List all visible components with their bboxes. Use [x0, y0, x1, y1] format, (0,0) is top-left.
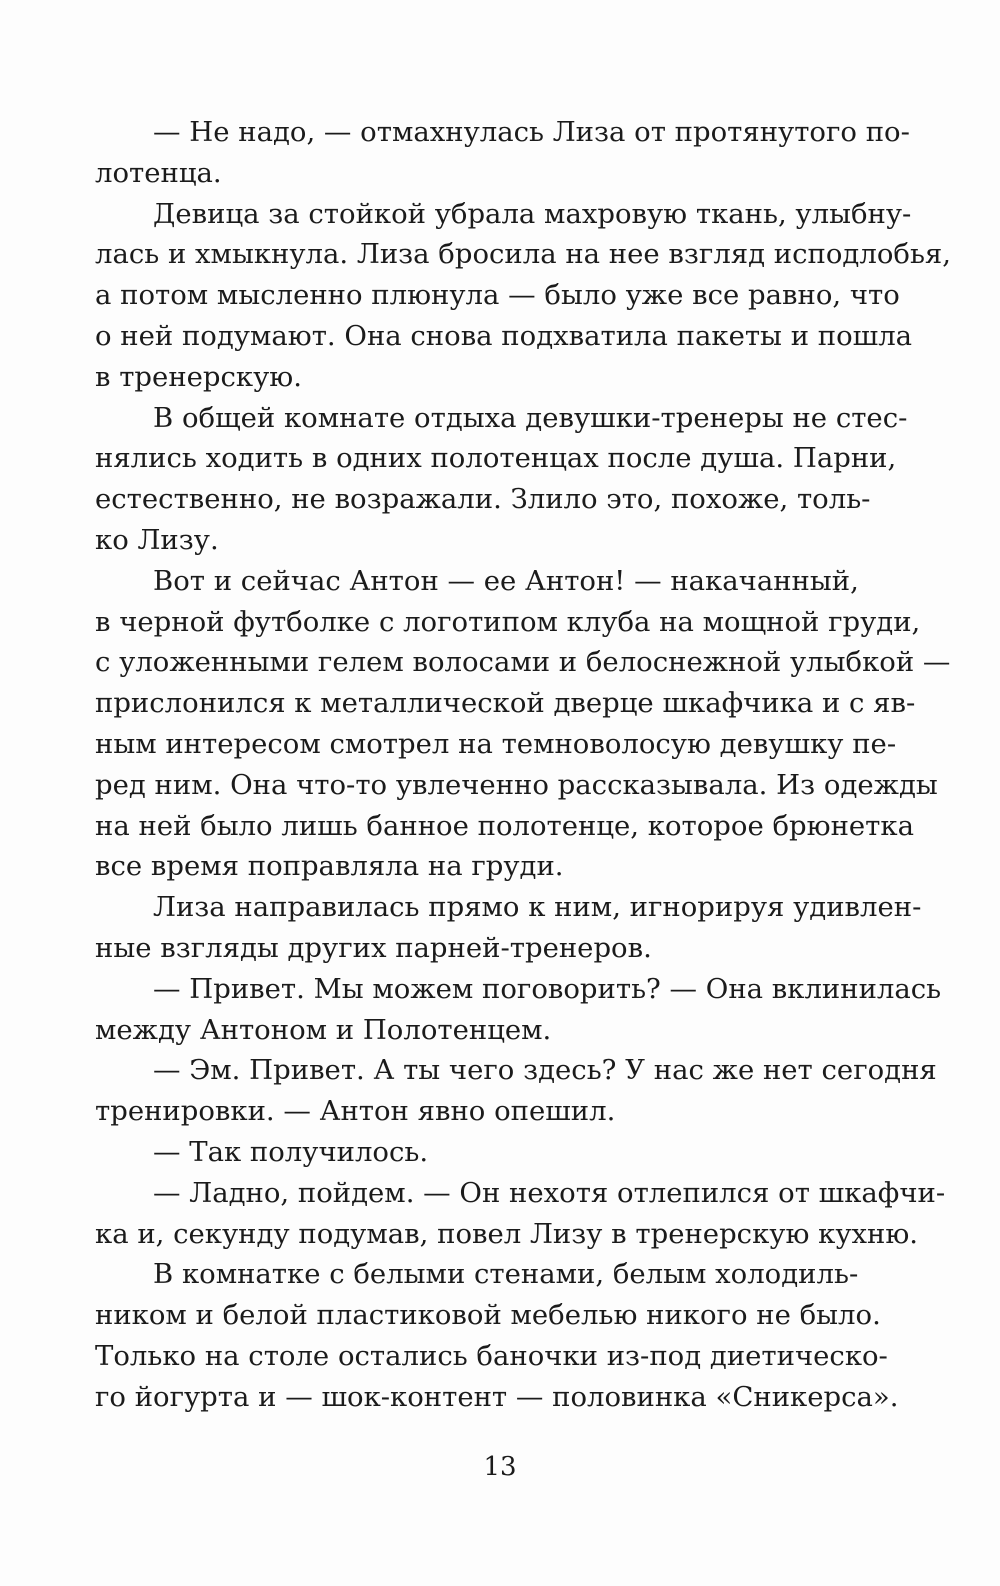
text-line: с уложенными гелем волосами и белоснежной улыбкой — [95, 646, 951, 679]
text-line: ным интересом смотрел на темноволосую девушку пе- [95, 727, 897, 760]
text-line: Лиза направилась прямо к ним, игнорируя удивлен- [153, 891, 922, 924]
text-line: ником и белой пластиковой мебелью никого не было. [95, 1299, 881, 1332]
body-text [95, 112, 952, 1418]
text-line: — Так получилось. [153, 1135, 429, 1168]
text-line: лотенца. [95, 156, 222, 189]
text-line: на ней было лишь банное полотенце, которое брюнетка [95, 809, 914, 842]
text-line: естественно, не возражали. Злило это, похоже, толь- [95, 483, 871, 516]
text-line: го йогурта и — шок-контент — половинка «Сникерса». [95, 1380, 899, 1413]
text-line: — Ладно, пойдем. — Он нехотя отлепился от шкафчи- [153, 1176, 946, 1209]
text-line: Девица за стойкой убрала махровую ткань, улыбну- [153, 197, 912, 230]
text-line: в тренерскую. [95, 360, 302, 393]
text-line: тренировки. — Антон явно опешил. [95, 1095, 616, 1128]
text-line: лась и хмыкнула. Лиза бросила на нее взгляд исподлобья, [95, 238, 952, 271]
text-line: ко Лизу. [95, 523, 219, 556]
text-line: — Не надо, — отмахнулась Лиза от протянутого по- [153, 116, 910, 148]
text-line: в черной футболке с логотипом клуба на мощной груди, [95, 605, 921, 638]
text-line: нялись ходить в одних полотенцах после душа. Парни, [95, 442, 897, 475]
text-line: все время поправляла на груди. [95, 850, 564, 883]
text-line: В общей комнате отдыха девушки-тренеры не стес- [153, 401, 908, 434]
text-line: ка и, секунду подумав, повел Лизу в тренерскую кухню. [95, 1217, 919, 1250]
text-line: между Антоном и Полотенцем. [95, 1013, 552, 1046]
text-line: В комнатке с белыми стенами, белым холодиль- [153, 1258, 859, 1291]
text-line: ные взгляды других парней-тренеров. [95, 931, 652, 964]
page-number: 13 [483, 1452, 517, 1482]
text-line: а потом мысленно плюнула — было уже все равно, что [95, 279, 900, 312]
text-line: о ней подумают. Она снова подхватила пакеты и пошла [95, 319, 913, 352]
text-line: прислонился к металлической дверце шкафчика и с яв- [95, 687, 916, 720]
text-line: Только на столе остались баночки из-под диетическо- [95, 1339, 888, 1372]
text-line: Вот и сейчас Антон — ее Антон! — накачанный, [153, 564, 859, 597]
text-line: — Эм. Привет. А ты чего здесь? У нас же нет сегодня [153, 1054, 937, 1087]
text-line: — Привет. Мы можем поговорить? — Она вклинилась [153, 972, 942, 1005]
text-line: ред ним. Она что-то увлеченно рассказывала. Из одежды [95, 768, 938, 801]
